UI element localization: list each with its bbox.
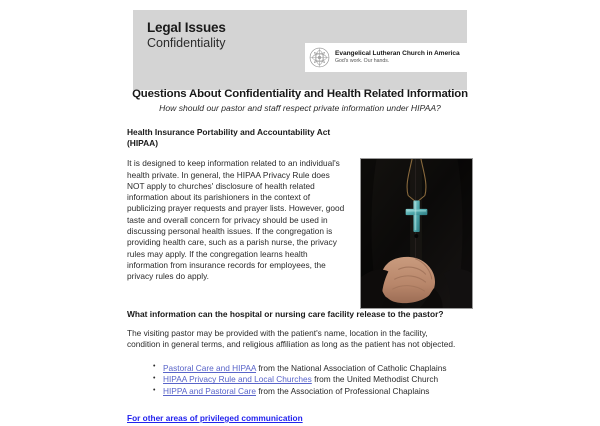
logo-text-block	[335, 51, 460, 65]
privileged-communication-link[interactable]: For other areas of privileged communication	[127, 412, 303, 423]
page-subtitle: How should our pastor and staff respect private information under HIPAA?	[159, 103, 441, 113]
list-item	[153, 363, 473, 375]
resource-source-text: from the United Methodist Church	[311, 374, 439, 385]
resource-link-hipaa-privacy-rule-and-local-churches[interactable]: HIPAA Privacy Rule and Local Churches	[163, 374, 312, 385]
resource-link-list	[127, 363, 473, 398]
page-title: Questions About Confidentiality and Health Related Information	[132, 88, 468, 100]
logo-organization-name: Evangelical Lutheran Church in America	[335, 49, 460, 57]
hospital-release-heading: What information can the hospital or nursing care facility release to the pastor?	[127, 308, 444, 319]
hospital-release-body: The visiting pastor may be provided with the patient's name, location in the facility, condition in general terms, and religious affiliation as long as the patient has not objected.	[127, 327, 456, 350]
logo-tagline: God's work. Our hands.	[335, 57, 390, 64]
hipaa-text-column	[127, 127, 345, 283]
elca-logo-lockup	[305, 43, 467, 72]
resource-link-hippa-and-pastoral-care[interactable]: HIPPA and Pastoral Care	[163, 386, 257, 397]
list-item	[153, 386, 473, 398]
list-item	[153, 374, 473, 386]
resource-source-text: from the National Association of Catholic Chaplains	[256, 362, 447, 373]
hipaa-section	[127, 127, 473, 283]
banner-title: Legal Issues	[147, 20, 226, 35]
hipaa-subheading: Health Insurance Portability and Accountability Act (HIPAA)	[127, 127, 331, 149]
banner-subtitle: Confidentiality	[147, 36, 226, 50]
document-content	[127, 88, 473, 426]
hipaa-body-text: It is designed to keep information related to an individual's health private. In general, the HIPAA Privacy Rule does NOT apply to churches' disclosure of health related information about its parishioners in the context of publicizing prayer requests and prayer lists. However, good taste and overall concern for privacy should be used in discussing personal health issues. If the congregation is providing health care, such as a parish nurse, the privacy rules may apply. If the congregation learns health information from insurance records for employees, the privacy rules do apply.	[127, 158, 345, 282]
clergy-photo	[360, 158, 473, 309]
elca-circular-cross-mark-icon	[309, 47, 330, 68]
resource-source-text: from the Association of Professional Chaplains	[256, 386, 430, 397]
resource-link-pastoral-care-and-hipaa[interactable]: Pastoral Care and HIPAA	[163, 362, 257, 373]
